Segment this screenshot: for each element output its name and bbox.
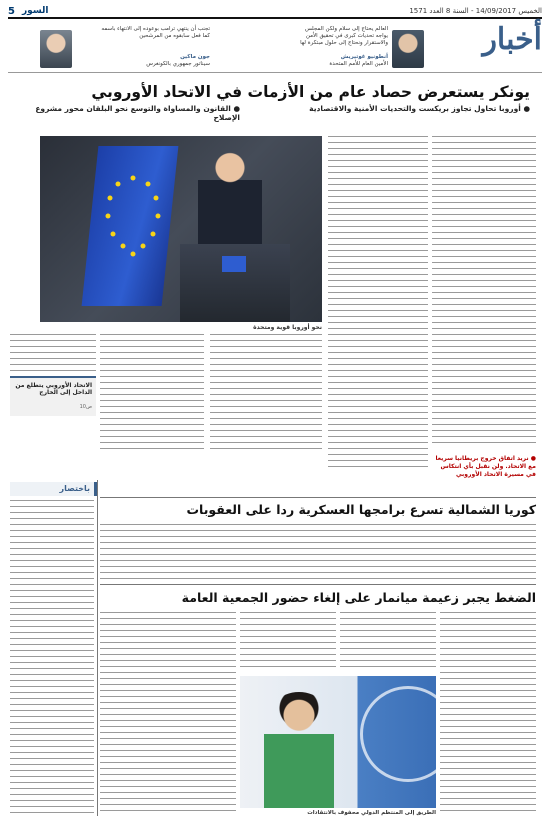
pull-quote: ● نريد اتفاق خروج بريطانيا سريعا مع الاتحاد. ولن نقبل بأي انتكاس في مسيرة الاتحاد الأوروبي: [435, 455, 536, 478]
brand-logo: السور: [22, 6, 49, 16]
page-header: [8, 6, 542, 19]
page-number: 5: [8, 6, 15, 17]
section-divider: [100, 584, 536, 585]
myanmar-photo: [240, 676, 436, 808]
korea-body: [100, 524, 536, 580]
photo-credit: ص10: [79, 404, 92, 410]
sidebar-divider: [97, 480, 98, 816]
lead-body-col-5: [10, 334, 96, 374]
quote-band: [8, 20, 542, 73]
podium-eu-logo-icon: [222, 256, 246, 272]
lead-subhead: ● أوروبا تحاول تجاوز بريكست والتحديات الأمنية والاقتصادية: [309, 104, 530, 113]
lead-headline: يونكر يستعرض حصاد عام من الأزمات في الاتحاد الأوروبي: [91, 83, 530, 101]
quote-name: أنطونيو غوتيريش: [340, 54, 388, 60]
lead-photo-caption: نحو أوروبا قوية ومتحدة: [253, 324, 322, 331]
myanmar-body-col-4: [100, 612, 236, 816]
footer-note: الاتحاد الأوروبي يتطلع من الداخل إلى الخارج: [15, 382, 92, 396]
myanmar-headline: الضغط يجبر زعيمة ميانمار على إلغاء حضور الجمعية العامة: [181, 590, 536, 605]
brief-sidebar-body: [10, 500, 94, 816]
aung-san-suu-kyi-figure: [264, 692, 334, 808]
avatar: [392, 30, 424, 68]
myanmar-body-col-2: [340, 612, 436, 672]
lead-body-col-2: [328, 136, 428, 470]
issue-info: الخميس 14/09/2017 - السنة 8 العدد 1571: [409, 7, 542, 15]
section-title: أخبار: [482, 22, 542, 57]
lead-body-col-4: [100, 334, 204, 454]
section-divider: [100, 497, 536, 498]
lead-body-col-1: [432, 136, 536, 448]
avatar: [40, 30, 72, 68]
myanmar-body-col-3: [240, 612, 336, 672]
quote-text: العالم يحتاج إلى سلام ولكن المجلس يواجه تحديات كبرى في تحقيق الأمن والاستقرار ونحتاج إلى حلول مبتكرة لها: [300, 26, 388, 46]
quote-name: جون ماكين: [180, 54, 210, 60]
myanmar-body-col-1: [440, 612, 536, 816]
quote-text: تجنب أن ينتهي ترامب بوعوده إلى الانتهاء باسمه كما فعل سابقوه من المرشحين: [101, 26, 210, 39]
eu-stars-icon: [98, 166, 168, 266]
myanmar-photo-caption: الطريق إلى المنتظم الدولي محفوف بالانتقادات: [307, 810, 436, 816]
quote-role: الأمين العام للأمم المتحدة: [329, 61, 388, 67]
brief-sidebar-title: باختصار: [59, 484, 90, 493]
korea-headline: كوريا الشمالية تسرع برامجها العسكرية ردا على العقوبات: [186, 502, 536, 517]
lead-body-col-3: [210, 334, 322, 454]
quote-role: سيناتور جمهوري بالكونغرس: [146, 61, 210, 67]
lead-photo: [40, 136, 322, 322]
lead-subhead: ● القانون والمساواة والتوسع نحو البلقان محور مشروع الإصلاح: [35, 104, 240, 122]
un-emblem-icon: [360, 686, 436, 782]
